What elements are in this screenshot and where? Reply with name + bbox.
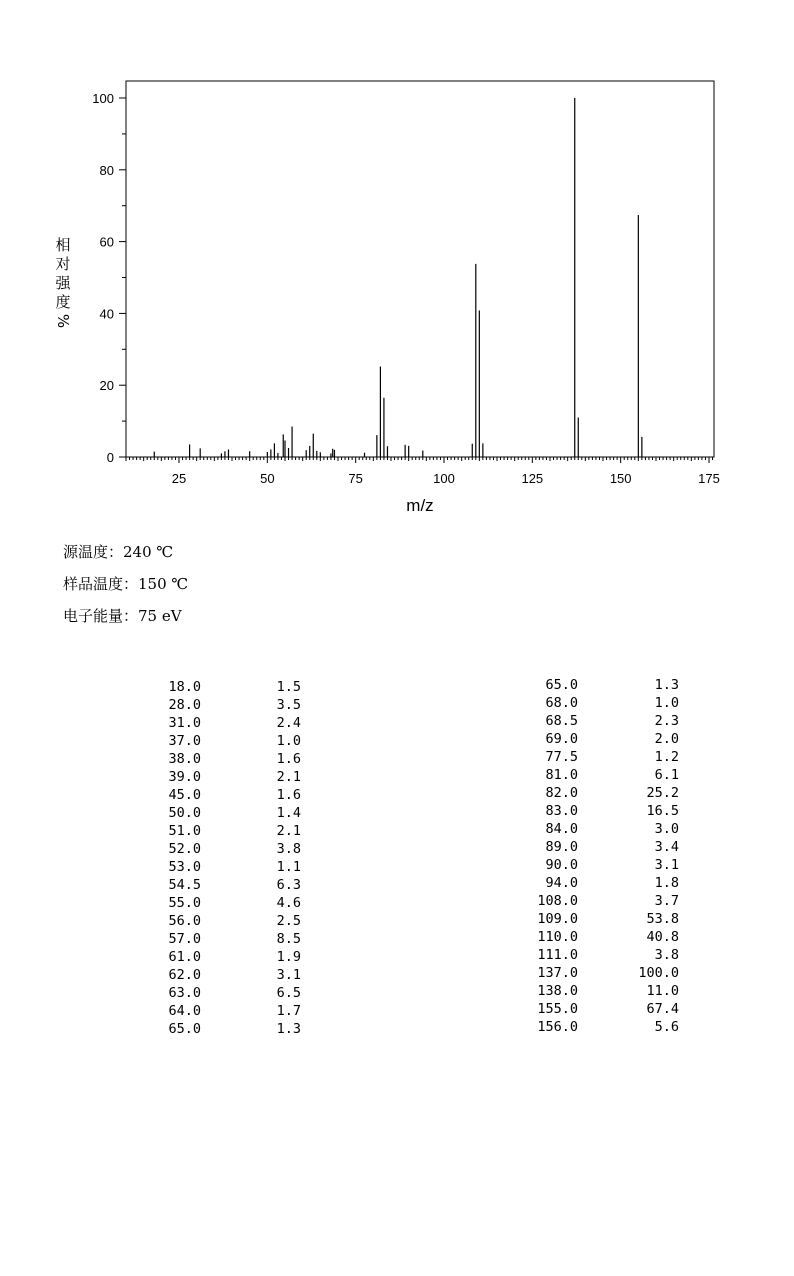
peak-mz: 63.0 xyxy=(168,985,201,1001)
peak-abundance: 3.0 xyxy=(654,821,679,837)
peak-abundance: 8.5 xyxy=(276,931,301,947)
peak-mz: 69.0 xyxy=(545,731,578,747)
peak-abundance: 100.0 xyxy=(638,965,679,981)
peak-row xyxy=(0,892,794,910)
peak-mz: 65.0 xyxy=(168,1021,201,1037)
peak-mz: 90.0 xyxy=(545,857,578,873)
y-tick-label: 60 xyxy=(99,234,114,250)
peak-row xyxy=(0,676,794,694)
peak-bars xyxy=(154,98,642,457)
peak-abundance: 2.0 xyxy=(654,731,679,747)
peak-mz: 94.0 xyxy=(545,875,578,891)
peak-abundance: 4.6 xyxy=(276,895,301,911)
peak-row xyxy=(0,748,794,766)
peak-mz: 37.0 xyxy=(168,733,201,749)
peak-mz: 38.0 xyxy=(168,751,201,767)
x-tick-label: 125 xyxy=(521,471,544,486)
peak-mz: 57.0 xyxy=(168,931,201,947)
peak-mz: 84.0 xyxy=(545,821,578,837)
mass-spectrum-chart xyxy=(0,0,794,520)
peak-mz: 18.0 xyxy=(168,679,201,695)
peak-abundance: 1.1 xyxy=(276,859,301,875)
peak-abundance: 11.0 xyxy=(646,983,679,999)
peak-row xyxy=(0,712,794,730)
peak-row xyxy=(0,784,794,802)
peak-mz: 62.0 xyxy=(168,967,201,983)
peak-abundance: 2.3 xyxy=(654,713,679,729)
peak-mz: 81.0 xyxy=(545,767,578,783)
peak-row xyxy=(0,766,794,784)
peak-abundance: 3.5 xyxy=(276,697,301,713)
peak-abundance: 1.0 xyxy=(276,733,301,749)
peak-mz: 31.0 xyxy=(168,715,201,731)
peak-mz: 55.0 xyxy=(168,895,201,911)
peak-row xyxy=(0,1018,794,1036)
peak-row xyxy=(0,856,794,874)
peak-abundance: 5.6 xyxy=(654,1019,679,1035)
y-tick-label: 40 xyxy=(99,306,114,322)
peak-row xyxy=(0,964,794,982)
peak-row xyxy=(0,802,794,820)
peak-abundance: 67.4 xyxy=(646,1001,679,1017)
source-temperature: 源温度：240 ℃ xyxy=(63,543,174,561)
peak-abundance: 1.2 xyxy=(654,749,679,765)
peak-mz: 82.0 xyxy=(545,785,578,801)
peak-abundance: 2.5 xyxy=(276,913,301,929)
electron-energy: 电子能量：75 eV xyxy=(63,607,182,625)
peak-mz: 68.5 xyxy=(545,713,578,729)
x-tick-label: 150 xyxy=(609,471,632,486)
peak-mz: 89.0 xyxy=(545,839,578,855)
peak-abundance: 3.7 xyxy=(654,893,679,909)
peak-mz: 65.0 xyxy=(545,677,578,693)
peak-row xyxy=(0,1000,794,1018)
peak-mz: 50.0 xyxy=(168,805,201,821)
peak-mz: 53.0 xyxy=(168,859,201,875)
peak-row xyxy=(0,730,794,748)
y-label-char: 对 xyxy=(55,255,71,273)
x-tick-label: 25 xyxy=(171,471,187,486)
peak-abundance: 3.1 xyxy=(654,857,679,873)
peak-abundance: 6.3 xyxy=(276,877,301,893)
peak-abundance: 1.4 xyxy=(276,805,301,821)
peak-mz: 64.0 xyxy=(168,1003,201,1019)
peak-abundance: 53.8 xyxy=(646,911,679,927)
y-tick-label: 20 xyxy=(99,378,114,394)
x-tick-label: 75 xyxy=(348,471,363,486)
peak-abundance: 40.8 xyxy=(646,929,679,945)
peak-abundance: 6.1 xyxy=(654,767,679,783)
peak-mz: 77.5 xyxy=(545,749,578,765)
peak-abundance: 1.6 xyxy=(276,751,301,767)
peak-table-right xyxy=(0,676,794,1036)
peak-mz: 109.0 xyxy=(537,911,578,927)
peak-mz: 61.0 xyxy=(168,949,201,965)
x-tick-label: 175 xyxy=(698,471,720,486)
peak-row xyxy=(0,910,794,928)
peak-mz: 108.0 xyxy=(537,893,578,909)
y-tick-label: 100 xyxy=(92,91,114,106)
y-label-char: % xyxy=(54,313,72,329)
peak-mz: 156.0 xyxy=(537,1019,578,1035)
peak-abundance: 2.1 xyxy=(276,769,301,785)
x-ticks xyxy=(126,457,720,486)
peak-abundance: 2.1 xyxy=(276,823,301,839)
x-tick-label: 50 xyxy=(260,471,275,486)
peak-abundance: 16.5 xyxy=(646,803,679,819)
y-axis-label xyxy=(54,236,72,328)
peak-mz: 138.0 xyxy=(537,983,578,999)
peak-abundance: 3.8 xyxy=(654,947,679,963)
peak-abundance: 2.4 xyxy=(276,715,301,731)
peak-abundance: 1.9 xyxy=(276,949,301,965)
y-label-char: 度 xyxy=(55,293,71,311)
peak-row xyxy=(0,982,794,1000)
peak-row xyxy=(0,694,794,712)
peak-abundance: 1.5 xyxy=(276,679,301,695)
peak-mz: 56.0 xyxy=(168,913,201,929)
y-tick-label: 80 xyxy=(99,162,114,178)
y-label-char: 相 xyxy=(55,236,71,254)
peak-abundance: 6.5 xyxy=(276,985,301,1001)
y-tick-label: 0 xyxy=(106,450,114,465)
peak-mz: 45.0 xyxy=(168,787,201,803)
x-tick-label: 100 xyxy=(433,471,455,486)
peak-mz: 28.0 xyxy=(168,697,201,713)
peak-abundance: 1.6 xyxy=(276,787,301,803)
sample-temperature: 样品温度：150 ℃ xyxy=(63,575,189,593)
peak-mz: 68.0 xyxy=(545,695,578,711)
peak-row xyxy=(0,928,794,946)
peak-abundance: 1.0 xyxy=(654,695,679,711)
peak-mz: 51.0 xyxy=(168,823,201,839)
peak-abundance: 1.8 xyxy=(654,875,679,891)
peak-abundance: 1.3 xyxy=(654,677,679,693)
y-label-char: 强 xyxy=(55,274,71,292)
peak-mz: 39.0 xyxy=(168,769,201,785)
plot-frame xyxy=(126,81,714,457)
peak-mz: 83.0 xyxy=(545,803,578,819)
peak-abundance: 1.3 xyxy=(276,1021,301,1037)
peak-mz: 110.0 xyxy=(537,929,578,945)
y-ticks xyxy=(92,91,126,465)
peak-mz: 52.0 xyxy=(168,841,201,857)
peak-mz: 54.5 xyxy=(168,877,201,893)
peak-row xyxy=(0,820,794,838)
peak-row xyxy=(0,874,794,892)
peak-abundance: 3.8 xyxy=(276,841,301,857)
peak-abundance: 3.1 xyxy=(276,967,301,983)
peak-mz: 111.0 xyxy=(537,947,578,963)
peak-row xyxy=(0,838,794,856)
peak-abundance: 25.2 xyxy=(646,785,679,801)
peak-mz: 155.0 xyxy=(537,1001,578,1017)
peak-mz: 137.0 xyxy=(537,965,578,981)
peak-row xyxy=(0,946,794,964)
x-axis-label: m/z xyxy=(406,496,434,515)
peak-abundance: 1.7 xyxy=(276,1003,301,1019)
peak-abundance: 3.4 xyxy=(654,839,679,855)
